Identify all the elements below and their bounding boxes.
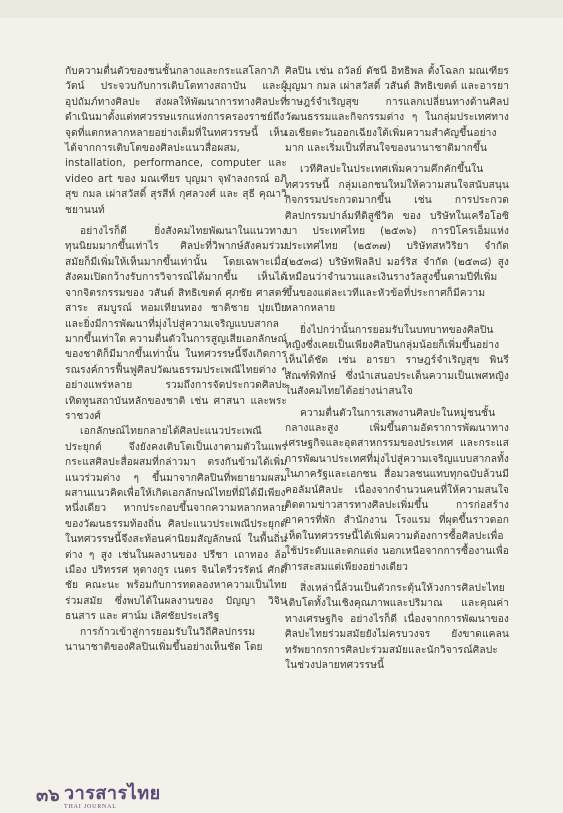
journal-logo [64, 778, 161, 810]
page-number: ๓๖ [36, 785, 60, 806]
page-top-strip [0, 0, 563, 18]
right-paragraph-5: สิ่งเหล่านี้ล้วนเป็นตัวกระตุ้นให้วงการศิลปะไทยเติบโตทั้งในเชิงคุณภาพและปริมาณ และคุณค่าทางเศรษฐกิจ อย่างไรก็ดี เนื่องจากการพัฒนาของศิลปะไทยร่วมสมัยยังไม่ครบวงจร ยังขาดแคลนทรัพยากรการศิลปะร่วมสมัยและนักวิจารณ์ศิลปะ ในช่วงปลายทศวรรษนี้ [285, 583, 509, 672]
left-paragraph-4: การก้าวเข้าสู่การยอมรับในวิถีศิลปกรรมนานาชาติของศิลปินเพิ่มขึ้นอย่างเห็นชัด โดย [65, 626, 263, 654]
right-paragraph-3: ยิ่งไปกว่านั้นการยอมรับในบทบาทของศิลปินหญิงซึ่งเคยเป็นเพียงศิลปินกลุ่มน้อยก็เพิ่มขึ้นอย่างเห็นได้ชัด เช่น อารยา ราษฎร์จำเริญสุข พินรี สัณฑ์พิทักษ์ ซึ่งนำเสนอประเด็นความเป็นเพศหญิงในสังคมไทยได้อย่างน่าสนใจ [285, 324, 509, 398]
left-paragraph-2: อย่างไรก็ดี ยิ่งสังคมไทยพัฒนาในแนวทางทุนนิยมมากขึ้นเท่าไร ศิลปะที่วิพากษ์สังคมร่วมสมัยก็มีเพิ่มให้เห็นมากขึ้นเท่านั้น โดยเฉพาะเมื่อสังคมเปิดกว้างรับการวิจารณ์ได้มากขึ้น เห็นได้จากจิตรกรรมของ วสันต์ สิทธิเขตต์ ศุภชัย ศาสตร์สาระ สมบูรณ์ หอมเทียนทอง ชาติชาย ปุยเปีย และยิ่งมีการพัฒนาที่มุ่งไปสู่ความเจริญแบบสากลมากขึ้นเท่าใด ความตื่นตัวในการสูญเสียเอกลักษณ์ของชาติก็มีมากขึ้นเท่านั้น ในทศวรรษนี้จึงเกิดการรณรงค์การฟื้นฟูศิลปวัฒนธรรมประเพณีไทยต่าง ๆ อย่างแพร่หลาย รวมถึงการจัดประกวดศิลปะเทิดทูนสถาบันหลักของชาติ เช่น ศาสนา และพระราชวงศ์ [65, 226, 287, 422]
journal-logo-subtext: THAI JOURNAL [64, 804, 117, 810]
right-paragraph-1: ศิลปิน เช่น ถวัลย์ ดัชนี อิทธิพล ตั้งโฉลก มณเฑียร บุญมา กมล เผ่าสวัสดิ์ วสันต์ สิทธิเขตต์ และอารยา ราษฎร์จำเริญสุข การแลกเปลี่ยนทางด้านศิลปวัฒนธรรมและกิจกรรมต่าง ๆ ในกลุ่มประเทศทางเอเชียตะวันออกเฉียงใต้เพิ่มความสำคัญขึ้นอย่างมาก และเริ่มเป็นที่สนใจของนานาชาติมากขึ้น [285, 66, 509, 155]
journal-logo-text: วารสารไทย [64, 783, 161, 804]
left-column [65, 64, 287, 655]
left-paragraph-1: กับความตื่นตัวของชนชั้นกลางและกระแสโลกาภิวัตน์ ประจวบกับการเติบโตทางสถาบัน และผู้อุปถัมภ์ทางศิลปะ ส่งผลให้พัฒนาการทางศิลปะที่ดำเนินมาตั้งแต่ทศวรรษแรกแห่งการครองราชย์ถึงจุดที่แตกหลากหลายอย่างเต็มที่ในทศวรรษนี้ เห็นได้จากการเติบโตของศิลปะแนวสื่อผสม, installation, performance, computer และ video art ของ มณเฑียร บุญมา จุฬาลงกรณ์ อภิสุข กมล เผ่าสวัสดิ์ สุรสีห์ กุศลวงศ์ และ สุธี คุณาวิชยานนท์ [65, 66, 287, 216]
right-paragraph-4: ความตื่นตัวในการเสพงานศิลปะในหมู่ชนชั้นกลางและสูง เพิ่มขึ้นตามอัตราการพัฒนาทางเศรษฐกิจและอุตสาหกรรมของประเทศ และกระแสการพัฒนาประเทศที่มุ่งไปสู่ความเจริญแบบสากลทั้งในภาครัฐและเอกชน สื่อมวลชนแทบทุกฉบับล้วนมีคอลัมน์ศิลปะ เนื่องจากจำนวนคนที่ให้ความสนใจติดตามข่าวสารทางศิลปะเพิ่มขึ้น การก่อสร้างอาคารที่พัก สำนักงาน โรงแรม ที่ผุดขึ้นราวดอกเห็ดในทศวรรษนี้ได้เพิ่มความต้องการซื้อศิลปะเพื่อใช้ประดับและตกแต่ง นอกเหนือจากการซื้องานเพื่อการสะสมแต่เพียงอย่างเดียว [285, 407, 509, 573]
page-footer [36, 778, 236, 808]
left-paragraph-3: เอกลักษณ์ไทยกลายได้ศิลปะแนวประเพณีประยุกต์ จึงยังคงเติบโตเป็นเงาตามตัวในแพร่กระแสศิลปะสื่อผสมที่กล่าวมา ตรงกันข้ามได้เพิ่มแนวร่วมต่าง ๆ ขึ้นมาจากศิลปินที่พยายามผสมผสานแนวคิดเพื่อให้เกิดเอกลักษณ์ไทยที่มิได้มีเพียงหนึ่งเดียว หากประกอบขึ้นจากความหลากหลายของวัฒนธรรมท้องถิ่น ศิลปะแนวประเพณีประยุกต์ในทศวรรษนี้จึงสะท้อนค่านิยมสัญลักษณ์ ในพื้นถิ่นต่าง ๆ สูง เช่นในผลงานของ ปรีชา เถาทอง ล้อเมือง ปริทรรศ หุตางกูร เนตร จินไตรีวรรัตน์ ศักดิ์ชัย คณะนะ พร้อมกับการทดลองหาความเป็นไทยร่วมสมัย ซึ่งพบได้ในผลงานของ ปัญญา วิจินธนสาร และ ศาน์ม เลิศชัยประเสริฐ [65, 426, 287, 623]
right-paragraph-2: เวทีศิลปะในประเทศเพิ่มความคึกคักขึ้นในทศวรรษนี้ กลุ่มเอกชนใหม่ให้ความสนใจสนับสนุนกิจกรรมประกวดมากขึ้น เช่น การประกวดศิลปกรรมปาล์มทีดิสูซีวิต ของ บริษัทในเครือโอซิบา ประเทศไทย (๒๕๓๖) การบิโครเอ็มแห่งประเทศไทย (๒๕๓๗) บริษัทสหวิริยา จำกัด (๒๕๓๘) บริษัทฟิลลิป มอร์ริส จำกัด (๒๕๓๘) สูงเหมือนว่าจำนวนและเงินรางวัลสูงขึ้นตามปีที่เพิ่มขึ้นของแต่ละเวทีและหัวข้อที่ประกาศก็มีความหลากหลาย [285, 164, 509, 315]
right-column [285, 64, 509, 673]
